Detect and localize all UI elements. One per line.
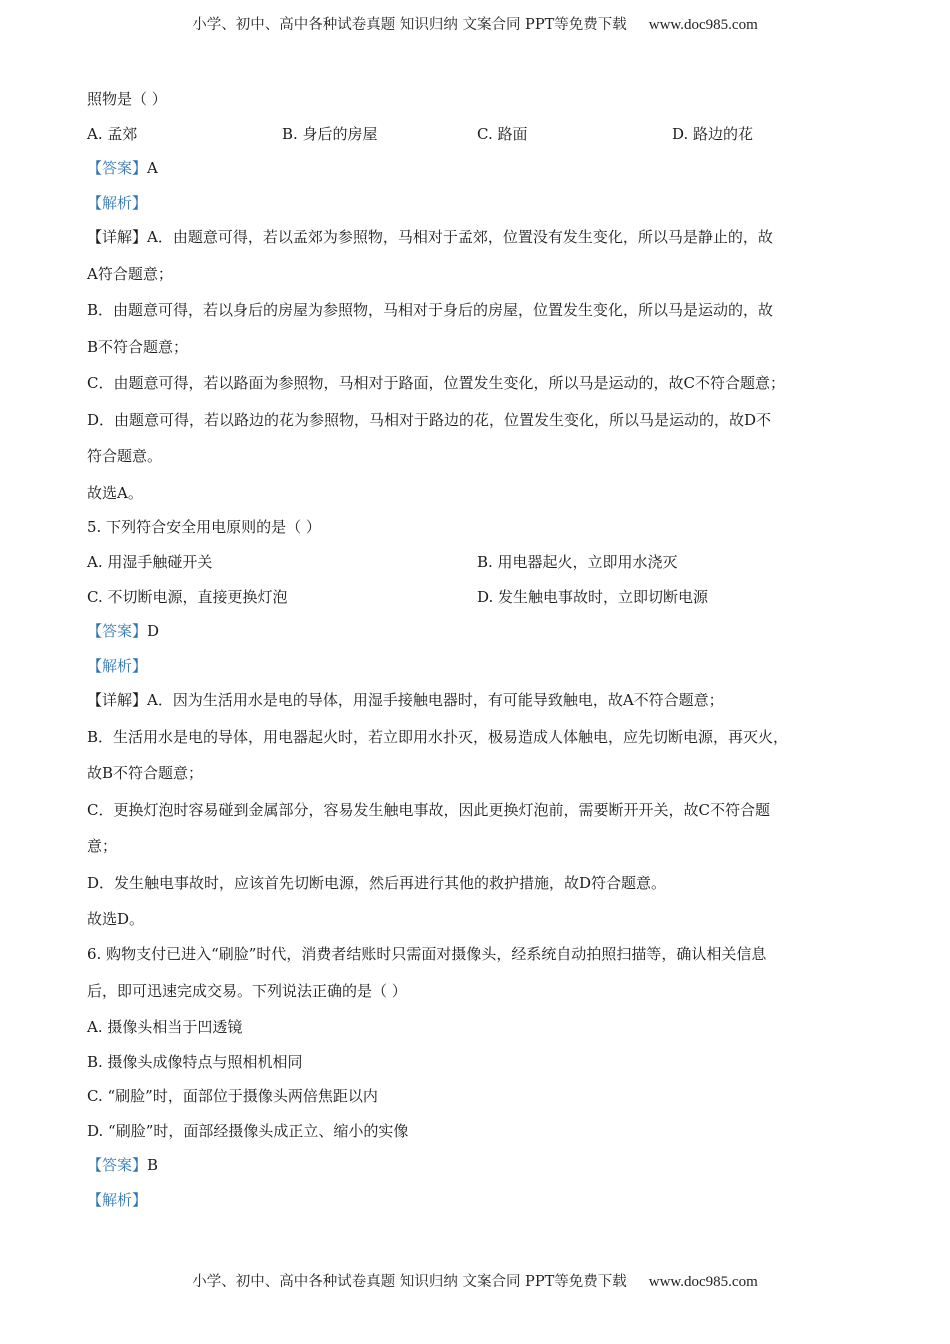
q4-conclusion: 故选A。 — [87, 483, 143, 502]
header-site[interactable]: www.doc985.com — [648, 17, 758, 33]
answer-label: 【答案】 — [87, 159, 148, 178]
q4-option-d: D. 路边的花 — [672, 124, 754, 143]
document-body — [87, 86, 867, 1222]
q4-option-a: A. 孟郊 — [87, 124, 138, 143]
q5-option-d: D. 发生触电事故时，立即切断电源 — [477, 587, 709, 606]
q4-stem-tail: 照物是（ ） — [87, 90, 167, 108]
answer-value: B — [147, 1156, 159, 1175]
detail-text: A．由题意可得，若以孟郊为参照物，马相对于孟郊，位置没有发生变化，所以马是静止的，故 — [147, 228, 773, 247]
q6-analysis-label: 【解析】 — [87, 1191, 148, 1209]
q5-detail-line: B．生活用水是电的导体，用电器起火时，若立即用水扑灭，极易造成人体触电，应先切断电源，再灭火， — [87, 727, 789, 746]
q5-option-a: A. 用湿手触碰开关 — [87, 553, 213, 572]
q5-detail-line: D．发生触电事故时，应该首先切断电源，然后再进行其他的救护措施，故D符合题意。 — [87, 873, 667, 892]
q6-option-d: D. “刷脸”时，面部经摄像头成正立、缩小的实像 — [87, 1121, 409, 1140]
q5-detail-line: 意； — [87, 837, 118, 856]
q4-option-c: C. 路面 — [477, 124, 528, 143]
answer-label: 【答案】 — [87, 1156, 148, 1175]
q5-answer — [87, 618, 867, 653]
q6-option-c: C. “刷脸”时，面部位于摄像头两倍焦距以内 — [87, 1087, 378, 1106]
q5-detail-line — [87, 687, 867, 724]
q5-stem: 5. 下列符合安全用电原则的是（ ） — [87, 518, 321, 537]
page-footer — [0, 1270, 950, 1291]
q5-analysis-label: 【解析】 — [87, 656, 148, 675]
q6-option-b: B. 摄像头成像特点与照相机相同 — [87, 1052, 303, 1071]
q4-detail-line: A符合题意； — [87, 264, 173, 283]
detail-label: 【详解】 — [87, 691, 148, 710]
q4-option-b: B. 身后的房屋 — [282, 124, 378, 143]
footer-text: 小学、初中、高中各种试卷真题 知识归纳 文案合同 PPT等免费下载 — [192, 1274, 627, 1290]
q4-analysis-label: 【解析】 — [87, 193, 148, 212]
q4-detail-line: C．由题意可得，若以路面为参照物，马相对于路面，位置发生变化，所以马是运动的，故C不符合题意； — [87, 374, 785, 393]
answer-value: A — [147, 159, 158, 178]
q4-answer — [87, 155, 867, 190]
page-header — [0, 13, 950, 34]
q4-detail-line: B不符合题意； — [87, 337, 189, 356]
q4-detail-line: 符合题意。 — [87, 447, 163, 466]
header-text: 小学、初中、高中各种试卷真题 知识归纳 文案合同 PPT等免费下载 — [192, 17, 627, 33]
answer-label: 【答案】 — [87, 622, 148, 641]
q5-option-c: C. 不切断电源，直接更换灯泡 — [87, 587, 288, 606]
q6-option-a: A. 摄像头相当于凹透镜 — [87, 1018, 243, 1037]
q5-detail-line: C．更换灯泡时容易碰到金属部分，容易发生触电事故，因此更换灯泡前，需要断开开关，故C不符合题 — [87, 800, 770, 819]
q6-stem-line: 6. 购物支付已进入“刷脸”时代，消费者结账时只需面对摄像头，经系统自动拍照扫描等，确认相关信息 — [87, 945, 767, 964]
q4-detail-line — [87, 224, 867, 261]
detail-label: 【详解】 — [87, 228, 148, 247]
q4-detail-line: B．由题意可得，若以身后的房屋为参照物，马相对于身后的房屋，位置发生变化，所以马是运动的，故 — [87, 301, 774, 320]
q5-option-b: B. 用电器起火，立即用水浇灭 — [477, 553, 678, 572]
q6-answer — [87, 1152, 867, 1187]
q4-detail-line: D．由题意可得，若以路边的花为参照物，马相对于路边的花，位置发生变化，所以马是运动的，故D不 — [87, 410, 772, 429]
detail-text: A．因为生活用水是电的导体，用湿手接触电器时，有可能导致触电，故A不符合题意； — [147, 691, 724, 710]
q4-options — [87, 121, 867, 156]
q5-conclusion: 故选D。 — [87, 910, 145, 929]
q5-options-row1 — [87, 549, 867, 584]
answer-value: D — [147, 622, 160, 641]
q5-detail-line: 故B不符合题意； — [87, 764, 204, 783]
q6-stem-line: 后，即可迅速完成交易。下列说法正确的是（ ） — [87, 981, 407, 1000]
q5-options-row2 — [87, 584, 867, 619]
footer-site[interactable]: www.doc985.com — [648, 1274, 758, 1290]
